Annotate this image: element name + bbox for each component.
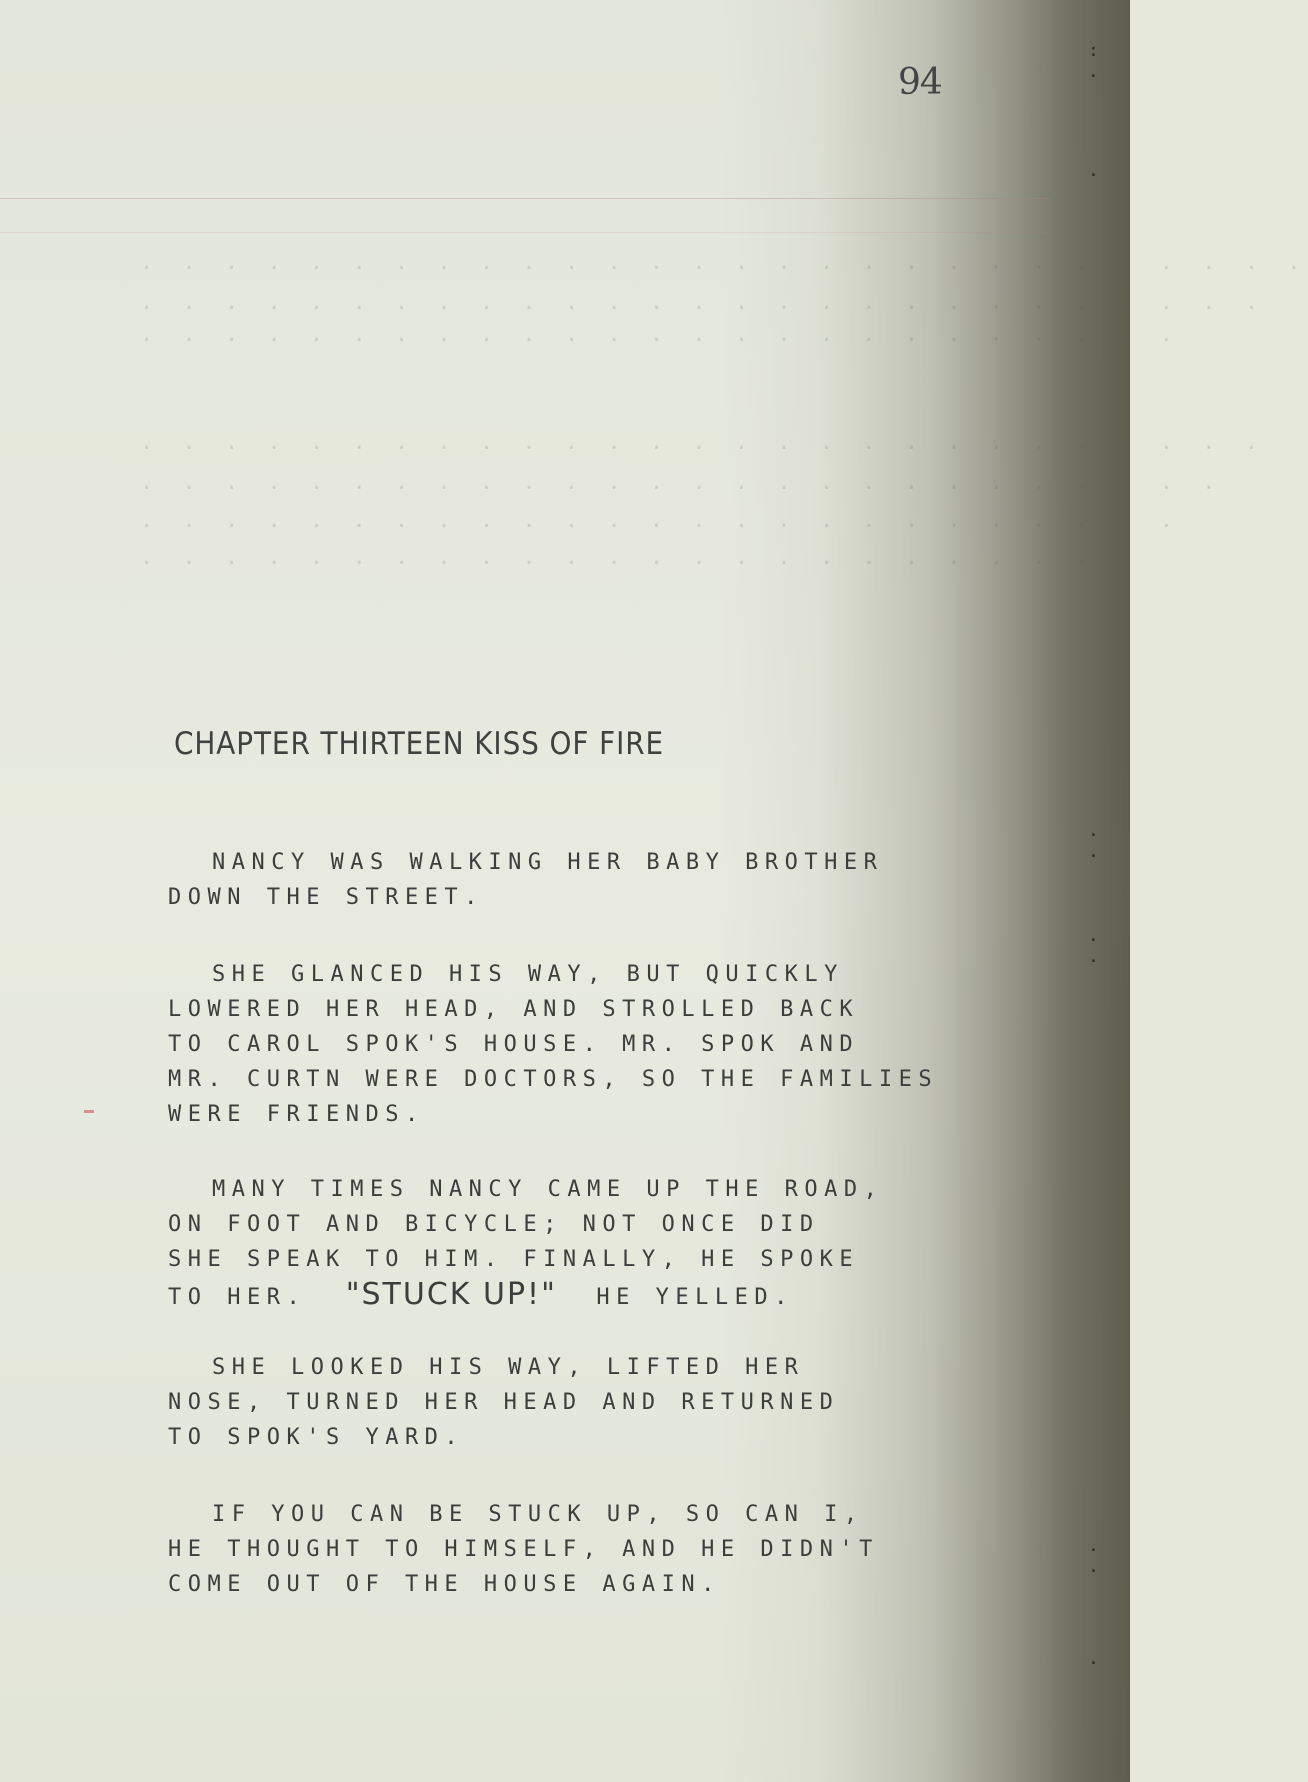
text-fragment: HE YELLED.: [596, 1285, 794, 1310]
text-line: IF YOU CAN BE STUCK UP, SO CAN I,: [212, 1502, 864, 1527]
text-line: SHE LOOKED HIS WAY, LIFTED HER: [212, 1355, 805, 1380]
bleed-through-text: . . . . . . . . . . . . . . . . . . . . . . . . . . .: [140, 290, 1266, 315]
bleed-through-text: . . . . . . . . . . . . . . . . . . . . . . . . .: [140, 508, 1182, 533]
ruled-line: [0, 232, 1050, 233]
text-line: NANCY WAS WALKING HER BABY BROTHER: [212, 850, 884, 875]
paragraph: [168, 1172, 1048, 1312]
bleed-through-text: . . . . . . . . . . . . . . . . . . . . . . . . . . .: [140, 430, 1266, 455]
text-line: HE THOUGHT TO HIMSELF, AND HE DIDN'T: [168, 1537, 879, 1562]
text-line: LOWERED HER HEAD, AND STROLLED BACK: [168, 997, 860, 1022]
text-line: NOSE, TURNED HER HEAD AND RETURNED: [168, 1390, 840, 1415]
text-line: ON FOOT AND BICYCLE; NOT ONCE DID: [168, 1212, 820, 1237]
text-line: SHE GLANCED HIS WAY, BUT QUICKLY: [212, 962, 844, 987]
chapter-title: CHAPTER THIRTEEN KISS OF FIRE: [174, 726, 665, 762]
binding-hole-marks: .: [1088, 160, 1103, 181]
text-line: COME OUT OF THE HOUSE AGAIN.: [168, 1572, 721, 1597]
binding-hole-marks: . .: [1088, 1535, 1103, 1577]
paragraph: [168, 845, 1048, 915]
text-line: TO CAROL SPOK'S HOUSE. MR. SPOK AND: [168, 1032, 860, 1057]
paragraph: [168, 1497, 1048, 1602]
paragraph: [168, 957, 1048, 1132]
binding-hole-marks: . .: [1088, 925, 1103, 967]
text-line: SHE SPEAK TO HIM. FINALLY, HE SPOKE: [168, 1247, 860, 1272]
text-fragment: TO HER.: [168, 1285, 307, 1310]
ink-mark: [84, 1110, 94, 1113]
paragraph: [168, 1350, 1048, 1455]
binding-hole-marks: . .: [1088, 820, 1103, 862]
text-line: MR. CURTN WERE DOCTORS, SO THE FAMILIES: [168, 1067, 939, 1092]
page-number: 94: [898, 62, 942, 103]
text-line: WERE FRIENDS.: [168, 1102, 425, 1127]
text-line: MANY TIMES NANCY CAME UP THE ROAD,: [212, 1177, 884, 1202]
bleed-through-text: . . . . . . . . . . . . . . . . . . . . . . .: [140, 545, 1097, 570]
text-line: DOWN THE STREET.: [168, 885, 484, 910]
ruled-line: [0, 198, 1050, 199]
bleed-through-text: . . . . . . . . . . . . . . . . . . . . . . . . .: [140, 322, 1182, 347]
text-line: [168, 1277, 1048, 1312]
shouted-text: "STUCK UP!": [345, 1277, 557, 1312]
bleed-through-text: . . . . . . . . . . . . . . . . . . . . . . . . . .: [140, 470, 1224, 495]
text-line: TO SPOK'S YARD.: [168, 1425, 465, 1450]
binding-hole-marks: : .: [1088, 40, 1103, 82]
bleed-through-text: . . . . . . . . . . . . . . . . . . . . . . . . . . . .: [140, 250, 1308, 275]
binding-hole-marks: .: [1088, 1648, 1103, 1669]
